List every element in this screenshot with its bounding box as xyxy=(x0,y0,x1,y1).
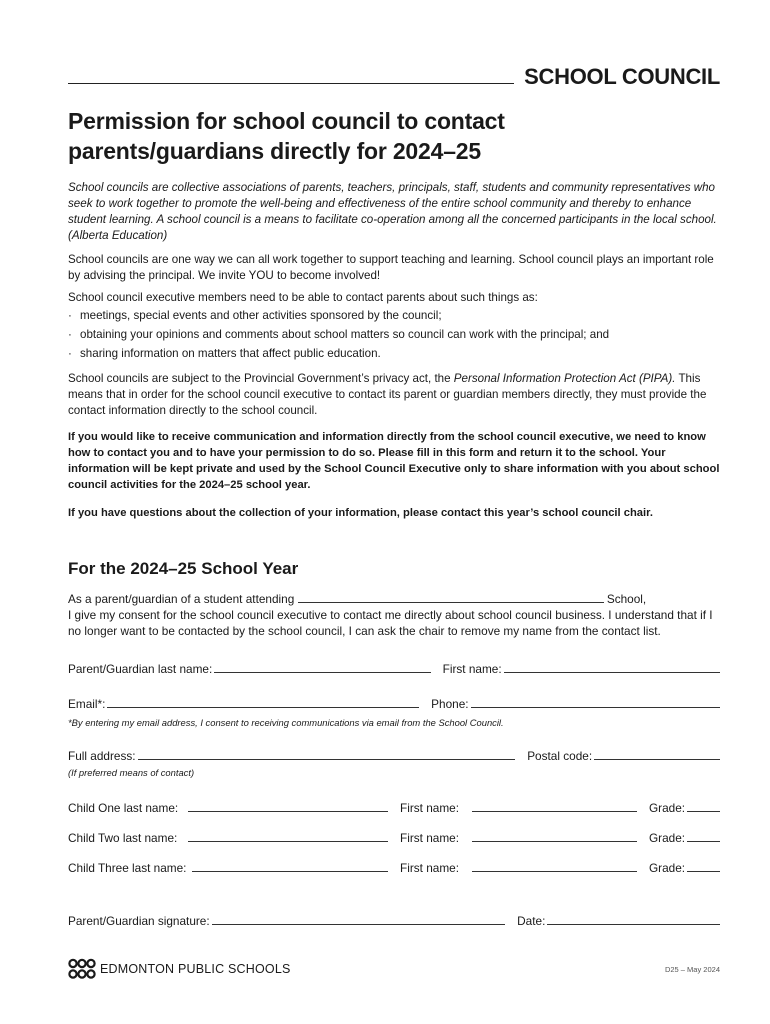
child-three-label: Child Three last name: xyxy=(68,861,187,875)
list-item: · sharing information on matters that affect public education. xyxy=(68,344,720,363)
phone-label: Phone: xyxy=(431,697,469,711)
child-three-first-name-field[interactable] xyxy=(472,860,637,872)
address-field[interactable] xyxy=(138,748,516,760)
postal-code-field[interactable] xyxy=(594,748,720,760)
child-one-last-name-field[interactable] xyxy=(188,800,388,812)
title-line1: Permission for school council to contact xyxy=(68,108,505,134)
parent-first-name-label: First name: xyxy=(442,662,502,676)
paragraph-1: School councils are one way we can all work together to support teaching and learning. School council plays an important role by advising the principal. We invite YOU to become involved! xyxy=(68,253,714,282)
paragraph-3-end: This means that in order for the school council executive to contact its parent or guardian members directly, they must provide the contact information directly to the school council. xyxy=(68,372,707,417)
form-page xyxy=(68,60,720,928)
footer xyxy=(68,958,720,980)
org-name: EDMONTON PUBLIC SCHOOLS xyxy=(100,962,291,976)
parent-last-name-field[interactable] xyxy=(214,661,430,673)
email-label: Email*: xyxy=(68,697,106,711)
address-label: Full address: xyxy=(68,749,136,763)
consent-school-label: School, xyxy=(606,592,647,606)
permission-notice: If you would like to receive communication and information directly from the school council executive, we need to know how to contact you and to have your permission to do so. Please fill in this form and return it to the school. Your information will be kept private and used by the School Council Executive only to share information with you about school council activities for the 2024–25 school year. xyxy=(68,431,720,491)
child-one-row xyxy=(68,800,720,815)
postal-code-label: Postal code: xyxy=(527,749,593,763)
consent-rest: I give my consent for the school council executive to contact me directly about school council business. I understand that if I no longer want to be contacted by the school council, I can ask the chair to remove my name from the contact list. xyxy=(68,608,713,638)
date-label: Date: xyxy=(517,914,546,928)
questions-notice: If you have questions about the collection of your information, please contact this year’s school council chair. xyxy=(68,507,653,519)
child-one-first-name-label: First name: xyxy=(400,801,459,815)
bullet-list xyxy=(68,306,720,363)
child-two-first-name-field[interactable] xyxy=(472,830,637,842)
child-one-grade-label: Grade: xyxy=(649,801,686,815)
edmonton-public-schools-logo-icon xyxy=(68,958,96,980)
child-three-last-name-field[interactable] xyxy=(192,860,388,872)
child-three-grade-label: Grade: xyxy=(649,861,686,875)
child-two-grade-field[interactable] xyxy=(687,830,720,842)
email-consent-note: *By entering my email address, I consent to receiving communications via email from the School Council. xyxy=(68,717,504,728)
address-note: (If preferred means of contact) xyxy=(68,767,195,778)
address-row xyxy=(68,748,720,763)
footer-logo xyxy=(68,958,291,980)
header-rule xyxy=(68,83,514,84)
contact-row xyxy=(68,696,720,711)
consent-statement xyxy=(68,591,720,639)
child-two-first-name-label: First name: xyxy=(400,831,459,845)
parent-last-name-label: Parent/Guardian last name: xyxy=(68,662,213,676)
header-label: SCHOOL COUNCIL xyxy=(524,64,720,89)
consent-start: As a parent/guardian of a student attending xyxy=(68,592,295,606)
header xyxy=(68,60,720,90)
child-two-last-name-field[interactable] xyxy=(188,830,388,842)
child-two-grade-label: Grade: xyxy=(649,831,686,845)
child-three-grade-field[interactable] xyxy=(687,860,720,872)
child-one-grade-field[interactable] xyxy=(687,800,720,812)
list-item: · obtaining your opinions and comments about school matters so council can work with the principal; and xyxy=(68,325,720,344)
child-three-first-name-label: First name: xyxy=(400,861,459,875)
paragraph-3 xyxy=(68,371,720,419)
child-one-label: Child One last name: xyxy=(68,801,179,815)
title-line2: parents/guardians directly for 2024–25 xyxy=(68,138,481,164)
form-code: D25 – May 2024 xyxy=(664,964,720,974)
signature-field[interactable] xyxy=(212,913,506,925)
intro-text: School councils are collective associations of parents, teachers, principals, staff, students and community representatives who seek to work together to promote the well-being and effectiveness of the entire school community and thereby to enhance student learning. A school council is a means to facilitate co-operation among all the concerned participants in the local school. (Alberta Education) xyxy=(68,181,717,242)
school-name-field[interactable] xyxy=(298,591,604,603)
signature-row xyxy=(68,913,720,928)
paragraph-2: School council executive members need to be able to contact parents about such things as: xyxy=(68,291,538,304)
page-title xyxy=(68,106,720,166)
email-field[interactable] xyxy=(107,696,419,708)
pipa-act-name: Personal Information Protection Act (PIPA). xyxy=(453,372,676,385)
parent-name-row xyxy=(68,661,720,676)
list-item: · meetings, special events and other activities sponsored by the council; xyxy=(68,306,720,325)
child-two-label: Child Two last name: xyxy=(68,831,178,845)
phone-field[interactable] xyxy=(471,696,720,708)
parent-first-name-field[interactable] xyxy=(504,661,720,673)
section-title: For the 2024–25 School Year xyxy=(68,559,299,578)
child-two-row xyxy=(68,830,720,845)
signature-label: Parent/Guardian signature: xyxy=(68,914,210,928)
child-three-row xyxy=(68,860,720,875)
paragraph-3-start: School councils are subject to the Provincial Government’s privacy act, the xyxy=(68,372,454,385)
child-one-first-name-field[interactable] xyxy=(472,800,637,812)
date-field[interactable] xyxy=(547,913,720,925)
